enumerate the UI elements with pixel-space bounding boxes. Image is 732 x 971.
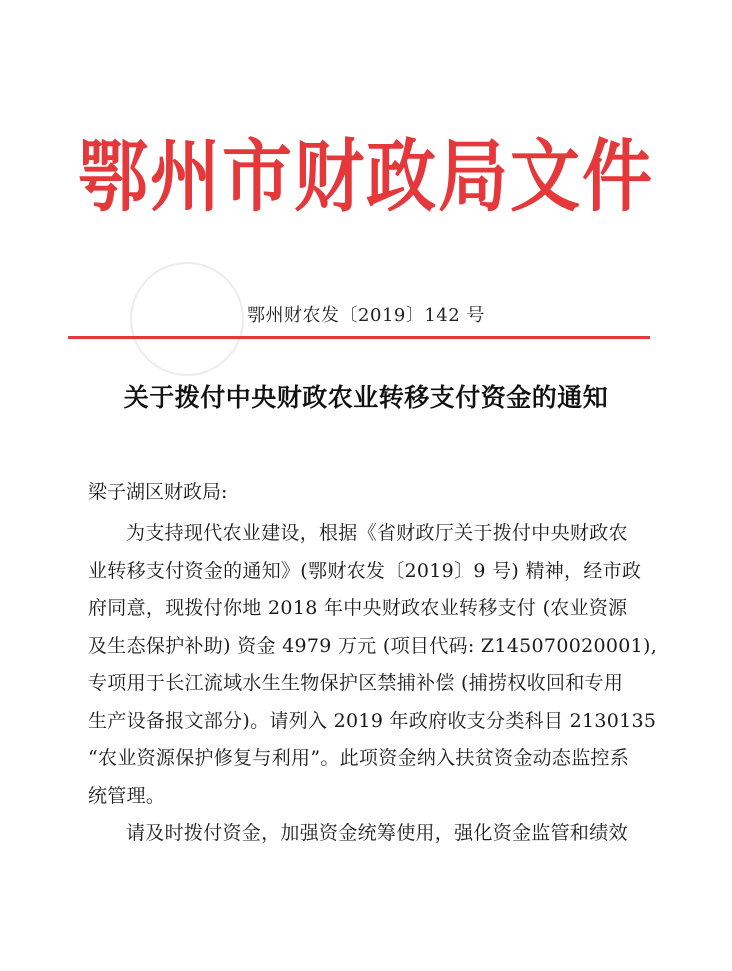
document-number: 鄂州财农发〔2019〕142 号 bbox=[247, 305, 485, 326]
body-line: 请及时拨付资金，加强资金统筹使用，强化资金监管和绩效 bbox=[126, 822, 628, 844]
body-line: 生产设备报文部分)。请列入 2019 年政府收支分类科目 2130135 bbox=[88, 709, 657, 732]
red-divider-rule bbox=[68, 336, 650, 339]
body-line: 业转移支付资金的通知》(鄂财农发〔2019〕9 号) 精神，经市政 bbox=[88, 559, 642, 582]
body-line: 专项用于长江流域水生生物保护区禁捕补偿 (捕捞权收回和专用 bbox=[88, 672, 624, 694]
addressee: 梁子湖区财政局: bbox=[88, 481, 228, 503]
document-title: 关于拨付中央财政农业转移支付资金的通知 bbox=[123, 383, 609, 412]
body-line: 为支持现代农业建设，根据《省财政厅关于拨付中央财政农 bbox=[126, 522, 628, 544]
body-line: 统管理。 bbox=[88, 784, 166, 807]
document-body bbox=[88, 515, 668, 853]
body-line: 及生态保护补助) 资金 4979 万元 (项目代码: Z145070020001), bbox=[88, 634, 658, 657]
body-line: “农业资源保护修复与利用”。此项资金纳入扶贫资金动态监控系 bbox=[88, 747, 630, 769]
body-line: 府同意，现拨付你地 2018 年中央财政农业转移支付 (农业资源 bbox=[88, 597, 628, 619]
masthead: 鄂州市财政局文件 bbox=[78, 129, 654, 223]
